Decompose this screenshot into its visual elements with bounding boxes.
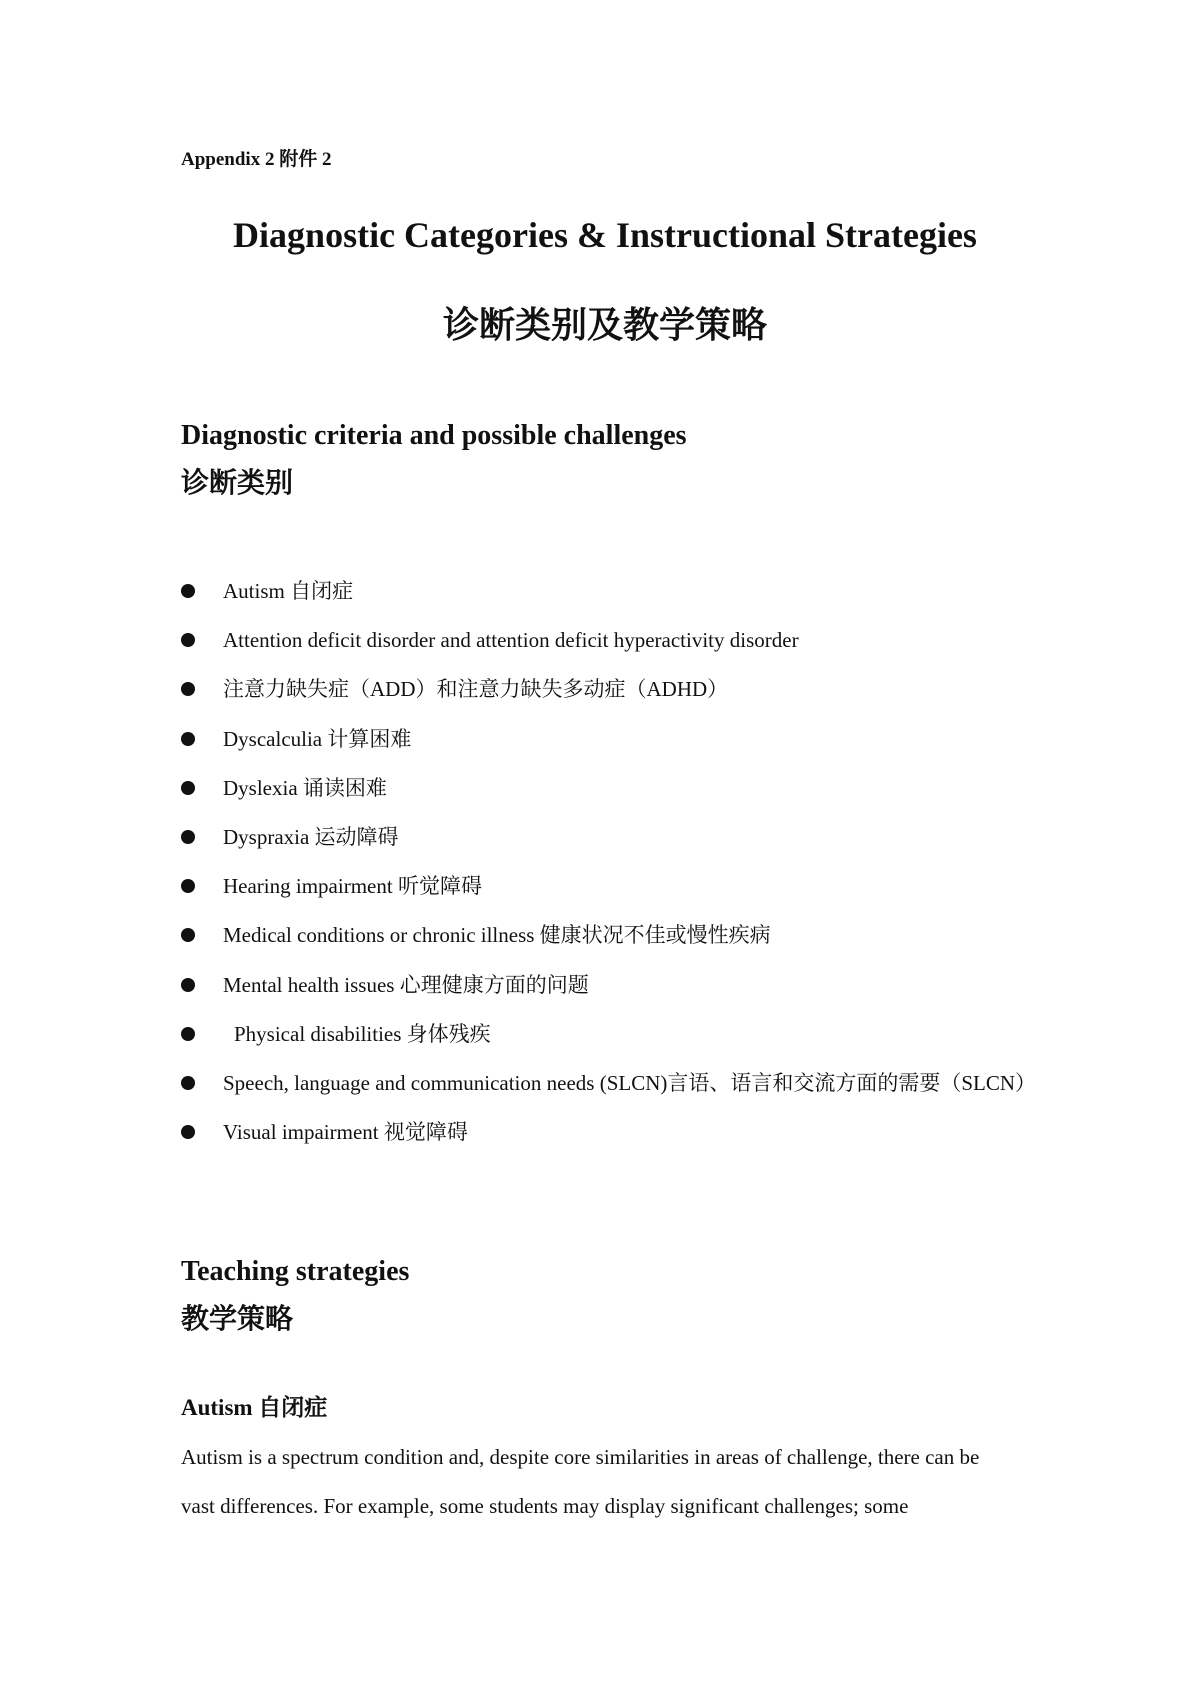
page-title-chinese: 诊断类别及教学策略 bbox=[442, 305, 767, 345]
list-item bbox=[181, 567, 1031, 616]
list-item-text: Attention deficit disorder and attention deficit hyperactivity disorder bbox=[223, 628, 799, 653]
diagnostic-category-list bbox=[181, 567, 1037, 1157]
list-item-text: Dyslexia 诵读困难 bbox=[223, 775, 387, 800]
list-item-text: Physical disabilities 身体残疾 bbox=[234, 1021, 491, 1046]
bullet-icon bbox=[181, 1125, 195, 1139]
list-item-text: Autism 自闭症 bbox=[223, 579, 354, 603]
page-title-english: Diagnostic Categories & Instructional Strategies bbox=[233, 215, 977, 255]
teaching-heading-english: Teaching strategies bbox=[181, 1256, 410, 1287]
list-item-text: Dyscalculia 计算困难 bbox=[223, 726, 412, 751]
list-item bbox=[181, 715, 1031, 764]
bullet-icon bbox=[181, 781, 195, 795]
bullet-icon bbox=[181, 633, 195, 647]
list-item bbox=[181, 911, 1031, 960]
list-item bbox=[181, 862, 1031, 911]
bullet-icon bbox=[181, 879, 195, 893]
teaching-heading-chinese: 教学策略 bbox=[181, 1304, 294, 1335]
appendix-label: Appendix 2 附件 2 bbox=[181, 149, 332, 170]
diagnostic-heading-chinese: 诊断类别 bbox=[181, 468, 294, 499]
list-item bbox=[181, 1059, 1037, 1108]
list-item-text: Mental health issues 心理健康方面的问题 bbox=[223, 972, 589, 997]
list-item-text: Dyspraxia 运动障碍 bbox=[223, 825, 399, 850]
list-item bbox=[181, 1010, 1031, 1059]
list-item bbox=[181, 616, 1031, 665]
list-item-text: Visual impairment 视觉障碍 bbox=[223, 1120, 468, 1145]
autism-subheading: Autism 自闭症 bbox=[181, 1395, 328, 1420]
list-item bbox=[181, 813, 1031, 862]
list-item-text: Speech, language and communication needs (SLCN)言语、语言和交流方面的需要（SLCN） bbox=[223, 1071, 1037, 1096]
bullet-icon bbox=[181, 682, 195, 696]
list-item bbox=[181, 665, 1031, 714]
bullet-icon bbox=[181, 732, 195, 746]
list-item bbox=[181, 961, 1031, 1010]
bullet-icon bbox=[181, 584, 195, 598]
bullet-icon bbox=[181, 1076, 195, 1090]
bullet-icon bbox=[181, 978, 195, 992]
list-item-text: 注意力缺失症（ADD）和注意力缺失多动症（ADHD） bbox=[223, 677, 729, 702]
list-item-text: Medical conditions or chronic illness 健康状况不佳或慢性疾病 bbox=[223, 923, 771, 948]
bullet-icon bbox=[181, 928, 195, 942]
bullet-icon bbox=[181, 1027, 195, 1041]
diagnostic-heading-english: Diagnostic criteria and possible challenges bbox=[181, 420, 687, 451]
autism-paragraph: Autism is a spectrum condition and, despite core similarities in areas of challenge, there can be vast differences. For example, some students may display significant challenges; some bbox=[181, 1445, 980, 1518]
list-item bbox=[181, 1108, 1031, 1157]
list-item-text: Hearing impairment 听觉障碍 bbox=[223, 874, 482, 899]
list-item bbox=[181, 764, 1031, 813]
bullet-icon bbox=[181, 830, 195, 844]
